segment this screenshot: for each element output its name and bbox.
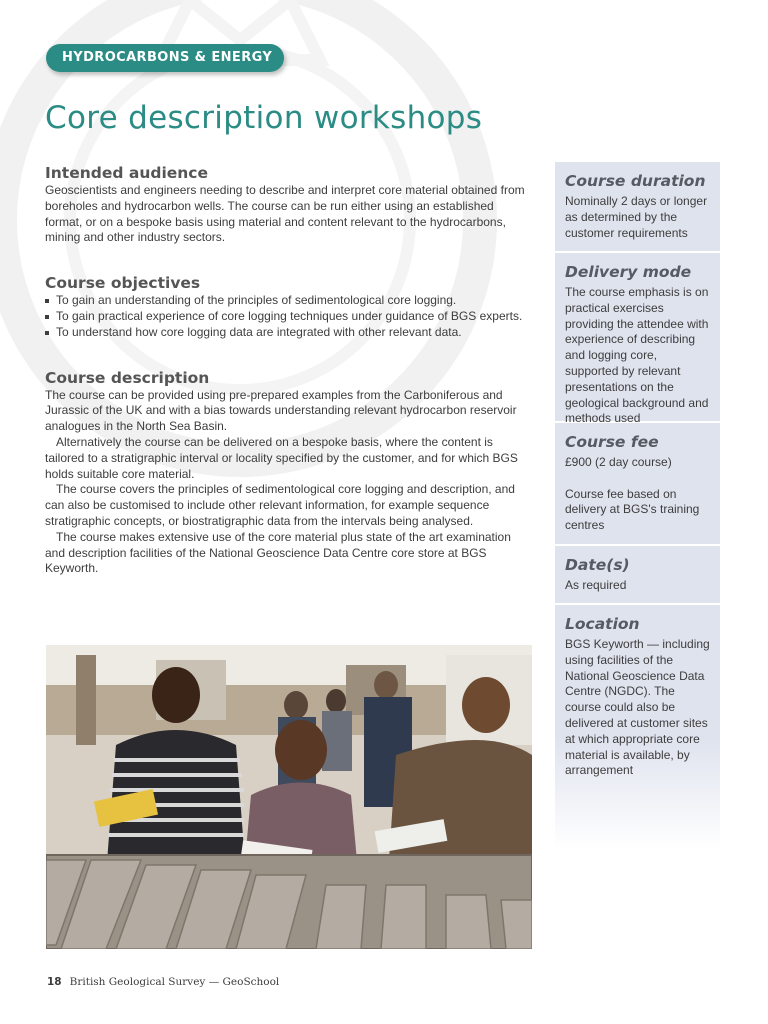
course-duration-text: Nominally 2 days or longer as determined by the customer requirements <box>565 194 708 240</box>
location-text: BGS Keyworth — including using facilities of the National Geoscience Data Centre (NGDC). The course could also be delivered at customer sites at which appropriate core material is available, by arrangement <box>565 637 710 778</box>
description-paragraph: Alternatively the course can be delivered on a bespoke basis, where the content is tailored to a stratigraphic interval or locality specified by the customer, and for which BGS holds suitable core material. <box>45 434 518 481</box>
course-info-sidebar <box>555 162 720 851</box>
course-description-heading: Course description <box>45 368 210 387</box>
objective-item: To understand how core logging data are integrated with other relevant data. <box>45 325 532 341</box>
page-number: 18 <box>47 976 62 988</box>
description-paragraph: The course covers the principles of sedimentological core logging and description, and can also be customised to include other relevant information, for example sequence stratigraphic concepts, or biostratigraphic data from the intervals being analysed. <box>45 482 515 528</box>
objectives-list <box>45 293 532 340</box>
course-fee-heading: Course fee <box>565 433 659 451</box>
delivery-mode-text: The course emphasis is on practical exercises providing the attendee with experience of describing and logging core, supported by relevant presentations on the geological background and methods used <box>565 285 709 426</box>
location-heading: Location <box>565 615 640 633</box>
intended-audience-text: Geoscientists and engineers needing to describe and interpret core material obtained from boreholes and hydrocarbon wells. The course can be run either using an established format, or on a bespoke basis using material and content relevant to the hydrocarbons, mining and other industry sectors. <box>45 183 525 245</box>
delivery-mode-heading: Delivery mode <box>565 263 692 281</box>
course-fee-price: £900 (2 day course) <box>565 455 672 469</box>
dates-heading: Date(s) <box>565 556 630 574</box>
description-paragraph: The course makes extensive use of the core material plus state of the art examination and description facilities of the National Geoscience Data Centre core store at BGS Keyworth. <box>45 529 511 576</box>
category-label: HYDROCARBONS & ENERGY <box>46 44 284 72</box>
main-column <box>45 163 532 577</box>
course-duration-box <box>555 162 720 251</box>
page-title: Core description workshops <box>45 100 483 136</box>
delivery-mode-box <box>555 253 720 426</box>
page-footer <box>47 976 279 988</box>
location-box <box>555 605 720 849</box>
workshop-photo <box>46 645 532 949</box>
dates-box <box>555 546 720 603</box>
course-fee-note: Course fee based on delivery at BGS's training centres <box>565 486 700 533</box>
dates-text: As required <box>565 578 627 592</box>
description-paragraph: The course can be provided using pre-prepared examples from the Carboniferous and Jurassic of the UK and with a bias towards understanding relevant hydrocarbon reservoir analogues in the North Sea Basin. <box>45 387 517 434</box>
course-duration-heading: Course duration <box>565 172 706 190</box>
course-objectives-heading: Course objectives <box>45 274 201 293</box>
objective-item: To gain practical experience of core logging techniques under guidance of BGS experts. <box>45 309 532 325</box>
course-fee-box <box>555 423 720 544</box>
objective-item: To gain an understanding of the principles of sedimentological core logging. <box>45 293 532 309</box>
footer-text: British Geological Survey — GeoSchool <box>69 976 280 988</box>
intended-audience-heading: Intended audience <box>45 164 209 182</box>
